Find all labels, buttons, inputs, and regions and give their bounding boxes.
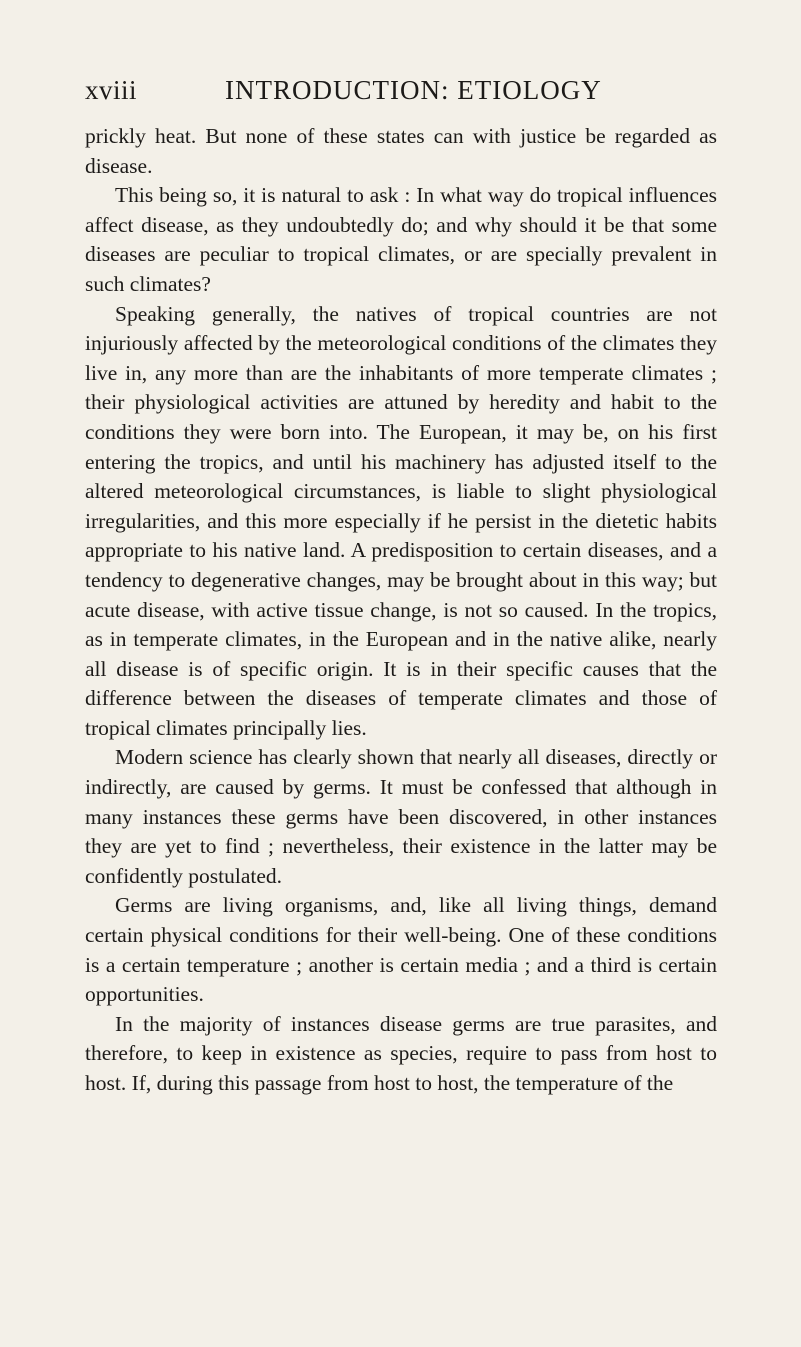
paragraph: Germs are living organisms, and, like all living things, demand certain physical conditions for their well-being. One of these conditions is a certain temperature ; another is certain media ; and a third is certain opportunities. [85, 893, 717, 1007]
paragraph: Speaking generally, the natives of tropical countries are not injuriously affected by the meteorological conditions of the climates they live in, any more than are the inhabitants of more temperate climates ; their physiological activities are attuned by heredity and habit to the conditions they were born into. The European, it may be, on his first entering the tropics, and until his machinery has adjusted itself to the altered meteorological circumstances, is liable to slight physiological irregularities, and this more especially if he persist in the dietetic habits appropriate to his native land. A predisposition to certain diseases, and a tendency to degenerative changes, may be brought about in this way; but acute disease, with active tissue change, is not so caused. In the tropics, as in temperate climates, in the European and in the native alike, nearly all disease is of specific origin. It is in their specific causes that the difference between the diseases of temperate climates and those of tropical climates principally lies. [85, 301, 717, 740]
running-head [85, 75, 725, 111]
page-number: xviii [85, 75, 138, 105]
paragraph-continued: prickly heat. But none of these states can with justice be regarded as disease. [85, 124, 717, 178]
body-text [85, 122, 717, 1099]
paragraph: Modern science has clearly shown that nearly all diseases, directly or indirectly, are caused by germs. It must be confessed that although in many instances these germs have been discovered, in other instances they are yet to find ; nevertheless, their existence in the latter may be confidently postulated. [85, 745, 717, 888]
paragraph: This being so, it is natural to ask : In what way do tropical influences affect disease, as they undoubtedly do; and why should it be that some diseases are peculiar to tropical climates, or are specially prevalent in such climates? [85, 183, 717, 296]
running-title: INTRODUCTION: ETIOLOGY [225, 75, 602, 105]
paragraph: In the majority of instances disease germs are true parasites, and therefore, to keep in existence as species, require to pass from host to host. If, during this passage from host to host, the temperature of the [85, 1011, 717, 1095]
